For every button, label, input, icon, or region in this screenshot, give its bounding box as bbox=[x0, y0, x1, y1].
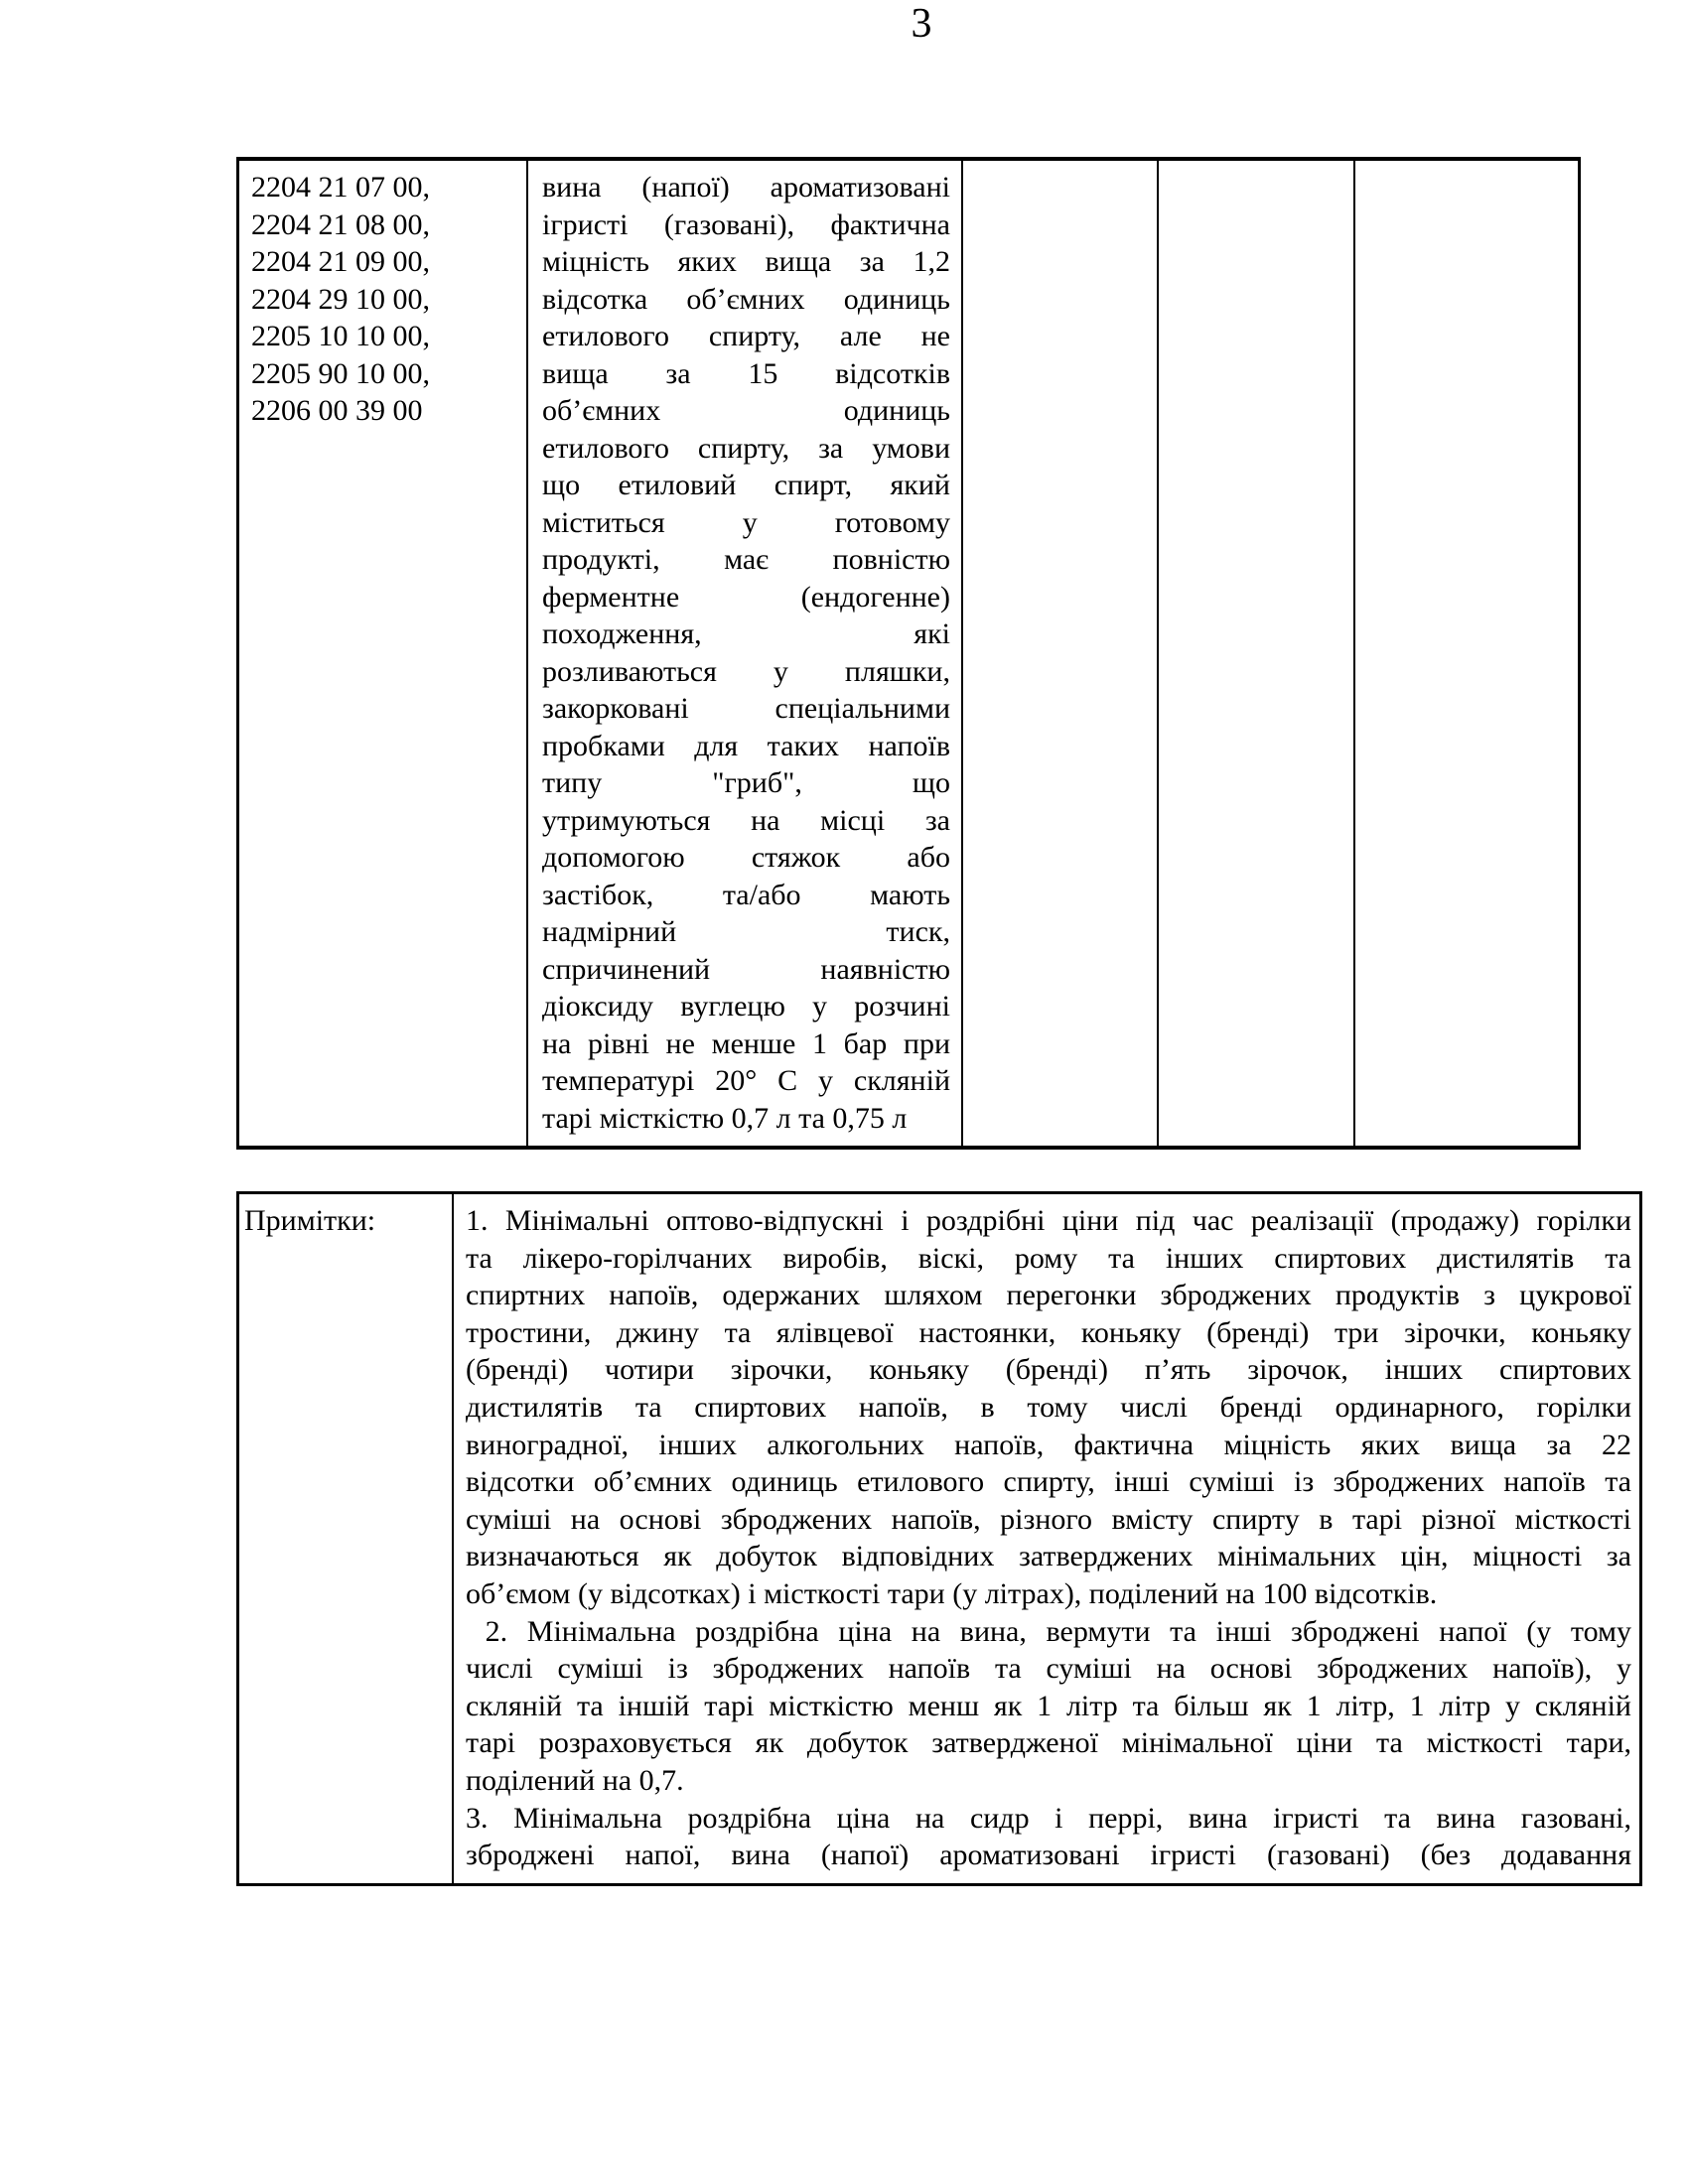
text-line: 2206 00 39 00 bbox=[251, 394, 423, 427]
empty-price-cell-1 bbox=[961, 161, 1157, 1146]
text-line: 2204 29 10 00, bbox=[251, 282, 430, 316]
text-line: скляній та іншій тарі місткістю менш як 1 літр та більш як 1 літр, 1 літр у скляній bbox=[466, 1689, 1631, 1722]
text-line: зброджені напої, вина (напої) ароматизовані ігристі (газовані) (без додавання bbox=[466, 1839, 1631, 1872]
text-line: дистилятів та спиртових напоїв, в тому числі бренді ординарного, горілки bbox=[466, 1390, 1631, 1424]
page-number: 3 bbox=[911, 1, 932, 47]
text-line: відсотки об’ємних одиниць етилового спирту, інші суміші із зброджених напоїв та bbox=[466, 1465, 1631, 1499]
text-line: температурі 20° С у скляній bbox=[542, 1064, 950, 1097]
text-line: утримуються на місці за bbox=[542, 803, 950, 837]
text-line: застібок, та/або мають bbox=[542, 878, 950, 911]
text-line: 2204 21 07 00, bbox=[251, 171, 430, 204]
text-line: числі суміші із зброджених напоїв та суміші на основі зброджених напоїв), у bbox=[466, 1652, 1631, 1686]
text-line: етилового спирту, але не bbox=[542, 320, 950, 352]
text-line: визначаються як добуток відповідних затверджених мінімальних цін, міцності за bbox=[466, 1540, 1631, 1573]
text-line: відсотка об’ємних одиниць bbox=[542, 282, 950, 316]
text-line: об’ємних одиниць bbox=[542, 394, 950, 427]
text-line: що етиловий спирт, який bbox=[542, 469, 950, 501]
text-line: закорковані спеціальними bbox=[542, 692, 950, 725]
text-line: етилового спирту, за умови bbox=[542, 431, 950, 465]
text-line: пробками для таких напоїв bbox=[542, 729, 950, 762]
text-line: тарі розраховується як добуток затвердженої мінімальної ціни та місткості тари, bbox=[466, 1726, 1631, 1760]
text-line: надмірний тиск, bbox=[542, 915, 950, 948]
text-line: вища за 15 відсотків bbox=[542, 356, 950, 390]
empty-price-cell-3 bbox=[1353, 161, 1578, 1146]
text-line: продукті, має повністю bbox=[542, 543, 950, 576]
text-line: 3. Мінімальна роздрібна ціна на сидр і перрі, вина ігристі та вина газовані, bbox=[466, 1801, 1631, 1835]
text-line: допомогою стяжок або bbox=[542, 841, 950, 874]
text-line: на рівні не менше 1 бар при bbox=[542, 1026, 950, 1060]
text-line: 2205 10 10 00, bbox=[251, 320, 430, 352]
text-line: спричинений наявністю bbox=[542, 952, 950, 986]
notes-text-cell bbox=[454, 1194, 1639, 1883]
text-line: тарі місткістю 0,7 л та 0,75 л bbox=[542, 1101, 908, 1135]
text-line: поділений на 0,7. bbox=[466, 1763, 684, 1797]
notes-label-cell bbox=[239, 1194, 454, 1883]
text-line: ігристі (газовані), фактична bbox=[542, 207, 950, 241]
text-line: об’ємом (у відсотках) і місткості тари (у літрах), поділений на 100 відсотків. bbox=[466, 1576, 1438, 1610]
text-line: міцність яких вища за 1,2 bbox=[542, 245, 950, 278]
empty-price-cell-2 bbox=[1157, 161, 1353, 1146]
text-line: тростини, джину та ялівцевої настоянки, коньяку (бренді) три зірочки, коньяку bbox=[466, 1315, 1631, 1349]
text-line: виноградної, інших алкогольних напоїв, фактична міцність яких вища за 22 bbox=[466, 1428, 1631, 1461]
text-line: 2205 90 10 00, bbox=[251, 356, 430, 390]
text-line: спиртних напоїв, одержаних шляхом перегонки зброджених продуктів з цукрової bbox=[466, 1279, 1631, 1312]
ukt-zed-codes-cell bbox=[239, 161, 526, 1146]
text-line: міститься у готовому bbox=[542, 505, 950, 539]
text-line: розливаються у пляшки, bbox=[542, 654, 950, 688]
text-line: діоксиду вуглецю у розчині bbox=[542, 990, 950, 1023]
text-line: суміші на основі зброджених напоїв, різного вмісту спирту в тарі різної місткості bbox=[466, 1502, 1631, 1536]
commodity-codes-table bbox=[236, 157, 1581, 1150]
notes-table bbox=[236, 1191, 1642, 1886]
text-line: 2. Мінімальна роздрібна ціна на вина, вермути та інші зброджені напої (у тому bbox=[466, 1614, 1631, 1648]
text-line: ферментне (ендогенне) bbox=[542, 580, 950, 614]
text-line: походження, які bbox=[542, 617, 950, 650]
text-line: (бренді) чотири зірочки, коньяку (бренді) п’ять зірочок, інших спиртових bbox=[466, 1353, 1631, 1387]
notes-label: Примітки: bbox=[244, 1204, 376, 1237]
text-line: вина (напої) ароматизовані bbox=[542, 171, 950, 204]
text-line: 2204 21 09 00, bbox=[251, 245, 430, 278]
text-line: 1. Мінімальні оптово-відпускні і роздрібні ціни під час реалізації (продажу) горілки bbox=[466, 1204, 1631, 1237]
text-line: типу "гриб", що bbox=[542, 766, 950, 799]
text-line: 2204 21 08 00, bbox=[251, 207, 430, 241]
product-description-cell bbox=[526, 161, 961, 1146]
text-line: та лікеро-горілчаних виробів, віскі, рому та інших спиртових дистилятів та bbox=[466, 1241, 1631, 1275]
